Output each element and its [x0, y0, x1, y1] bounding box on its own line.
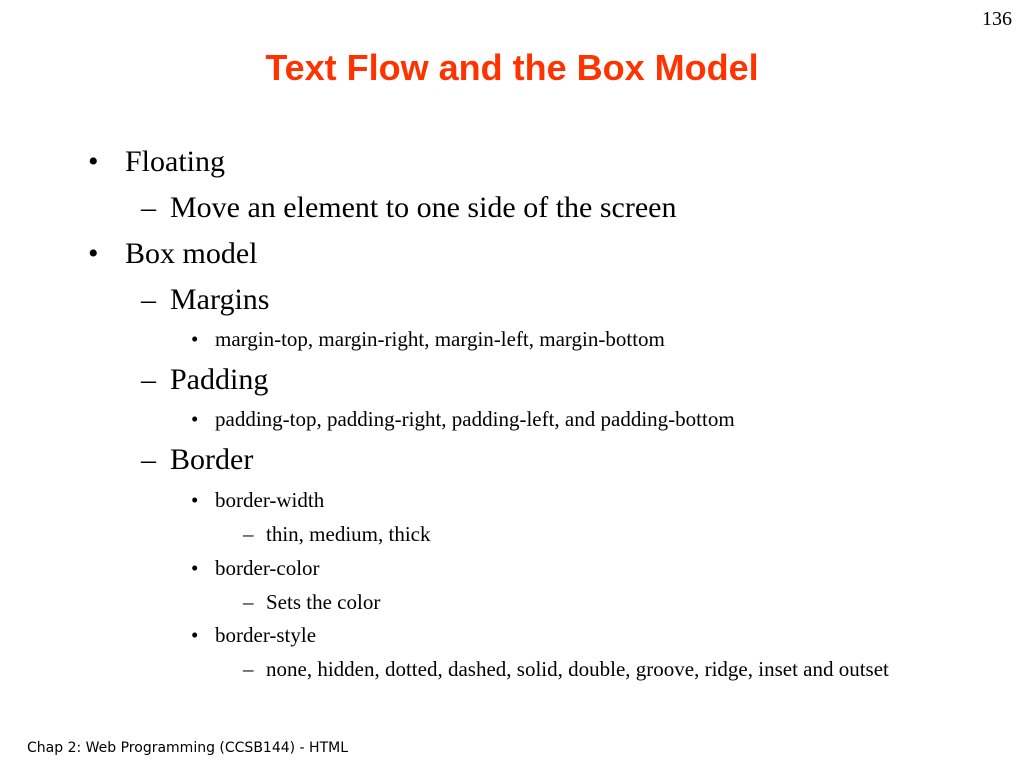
dash-marker: –	[141, 363, 156, 396]
bullet-marker: •	[191, 488, 199, 512]
bullet-marker: •	[88, 237, 99, 270]
list-item-text: border-width	[215, 488, 325, 512]
slide-title: Text Flow and the Box Model	[265, 47, 759, 88]
list-item-text: Box model	[125, 237, 258, 270]
dash-marker: –	[141, 191, 156, 224]
list-item-text: none, hidden, dotted, dashed, solid, double, groove, ridge, inset and outset	[266, 657, 889, 681]
bullet-marker: •	[191, 327, 199, 351]
bullet-marker: •	[88, 145, 99, 178]
page-number: 136	[982, 8, 1012, 30]
list-item-text: Padding	[170, 363, 269, 396]
list-item-text: Margins	[170, 283, 270, 316]
list-item-text: Border	[170, 443, 254, 476]
slide-footer: Chap 2: Web Programming (CCSB144) - HTML	[27, 740, 349, 756]
list-item-text: border-style	[215, 623, 317, 647]
dash-marker: –	[141, 283, 156, 316]
dash-marker: –	[141, 443, 156, 476]
list-item-text: padding-top, padding-right, padding-left, and padding-bottom	[215, 407, 735, 431]
bullet-marker: •	[191, 556, 199, 580]
bullet-marker: •	[191, 623, 199, 647]
list-item-text: margin-top, margin-right, margin-left, margin-bottom	[215, 327, 665, 351]
bullet-list	[0, 140, 1024, 720]
list-item-text: Floating	[125, 145, 226, 178]
dash-marker: –	[243, 657, 254, 681]
list-item-text: thin, medium, thick	[266, 522, 431, 546]
list-item-text: border-color	[215, 556, 320, 580]
list-item-text: Move an element to one side of the screen	[170, 191, 677, 224]
list-item-text: Sets the color	[266, 590, 381, 614]
bullet-marker: •	[191, 407, 199, 431]
dash-marker: –	[243, 522, 254, 546]
dash-marker: –	[243, 590, 254, 614]
